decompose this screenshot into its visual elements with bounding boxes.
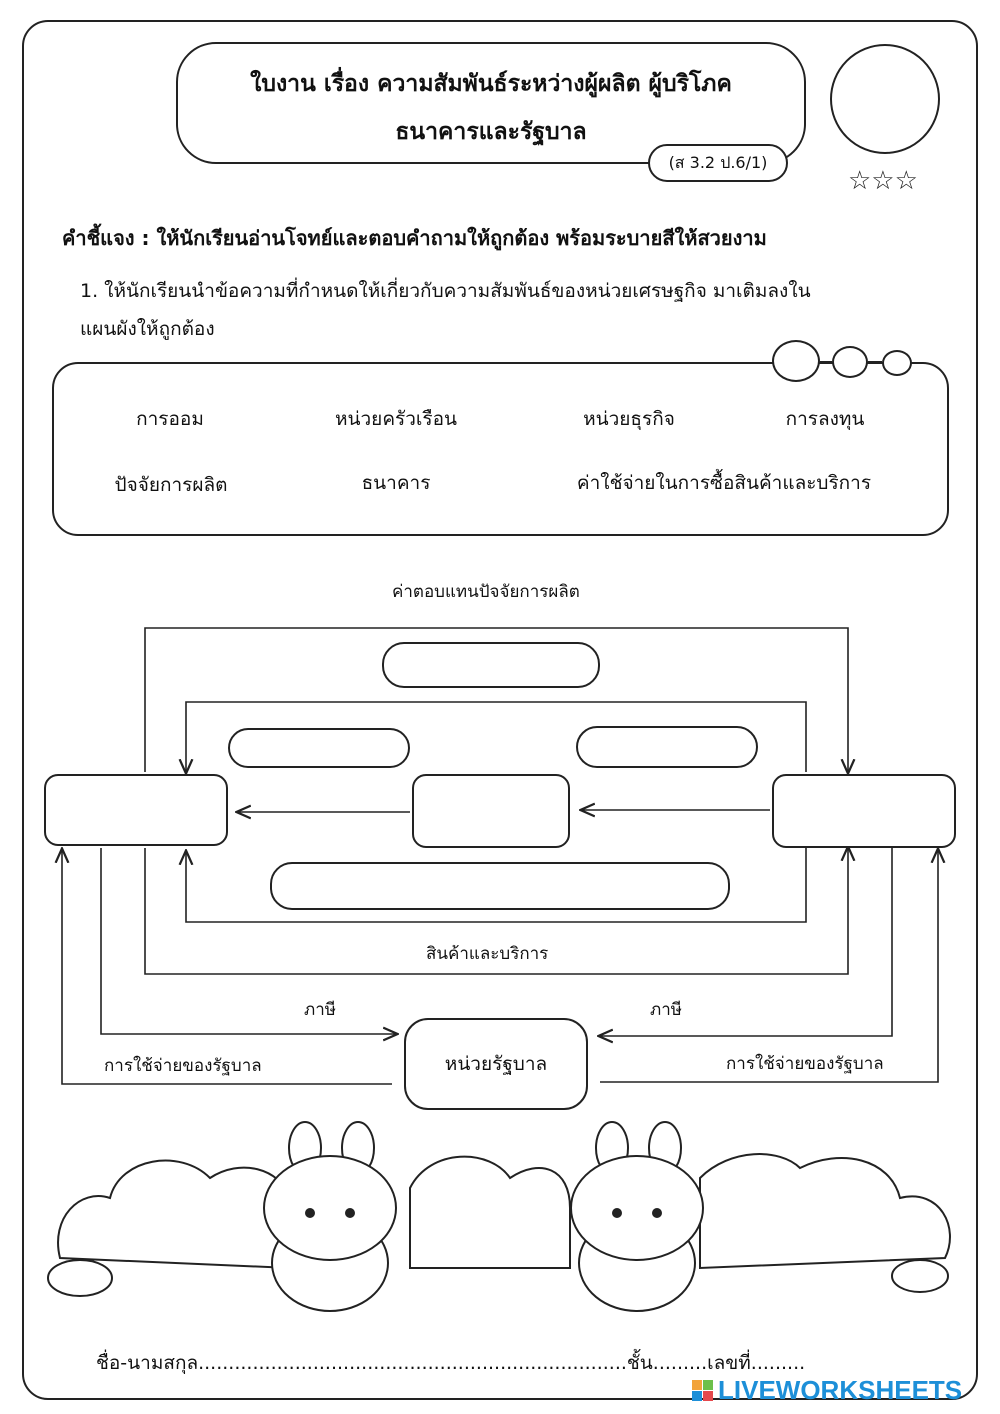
answer-box-center[interactable] (412, 774, 570, 848)
word-bank[interactable]: ธนาคาร (361, 472, 431, 494)
word-bank-box (52, 362, 949, 536)
label-factor-payments: ค่าตอบแทนปัจจัยการผลิต (392, 582, 580, 602)
answer-slot-upper-left[interactable] (228, 728, 410, 768)
worksheet-subtitle: ธนาคารและรัฐบาล (395, 119, 587, 145)
answer-box-right[interactable] (772, 774, 956, 848)
bunny-right-icon (571, 1122, 703, 1311)
label-tax-right: ภาษี (650, 1000, 682, 1020)
word-household[interactable]: หน่วยครัวเรือน (335, 408, 457, 430)
word-investment[interactable]: การลงทุน (785, 408, 865, 430)
word-business[interactable]: หน่วยธุรกิจ (583, 408, 675, 430)
answer-slot-bottom[interactable] (270, 862, 730, 910)
curriculum-code: (ส 3.2 ป.6/1) (648, 144, 788, 182)
question-1-line-2: แผนผังให้ถูกต้อง (80, 318, 215, 340)
label-goods-and-services: สินค้าและบริการ (426, 944, 549, 964)
word-saving[interactable]: การออม (136, 408, 204, 430)
worksheet-title: ใบงาน เรื่อง ความสัมพันธ์ระหว่างผู้ผลิต ผู้บริโภค (250, 71, 732, 97)
question-1-line-1: 1. ให้นักเรียนนำข้อความที่กำหนดให้เกี่ยวกับความสัมพันธ์ของหน่วยเศรษฐกิจ มาเติมลงใน (80, 280, 811, 302)
answer-box-left[interactable] (44, 774, 228, 846)
answer-slot-top[interactable] (382, 642, 600, 688)
name-class-number-line: ชื่อ-นามสกุล.......................................................................ชั้น.........เลขที่......... (96, 1352, 806, 1374)
label-tax-left: ภาษี (304, 1000, 336, 1020)
answer-slot-upper-right[interactable] (576, 726, 758, 768)
liveworksheets-logo-icon (692, 1380, 714, 1402)
liveworksheets-brand[interactable]: LIVEWORKSHEETS (718, 1375, 963, 1405)
word-consumer-spending[interactable]: ค่าใช้จ่ายในการซื้อสินค้าและบริการ (576, 472, 872, 494)
rating-stars-icon: ☆☆☆ (848, 166, 918, 196)
word-factors-of-production[interactable]: ปัจจัยการผลิต (114, 474, 228, 496)
government-unit-box: หน่วยรัฐบาล (404, 1018, 588, 1110)
instruction-text: คำชี้แจง : ให้นักเรียนอ่านโจทย์และตอบคำถามให้ถูกต้อง พร้อมระบายสีให้สวยงาม (62, 226, 767, 250)
label-gov-spending-left: การใช้จ่ายของรัฐบาล (104, 1056, 262, 1076)
score-circle (830, 44, 940, 154)
bunny-left-icon (264, 1122, 396, 1311)
label-gov-spending-right: การใช้จ่ายของรัฐบาล (726, 1054, 884, 1074)
bubble-connectors (818, 360, 888, 366)
bubble-decoration-large (772, 340, 820, 382)
bushes-and-bunnies-illustration (40, 1118, 970, 1328)
